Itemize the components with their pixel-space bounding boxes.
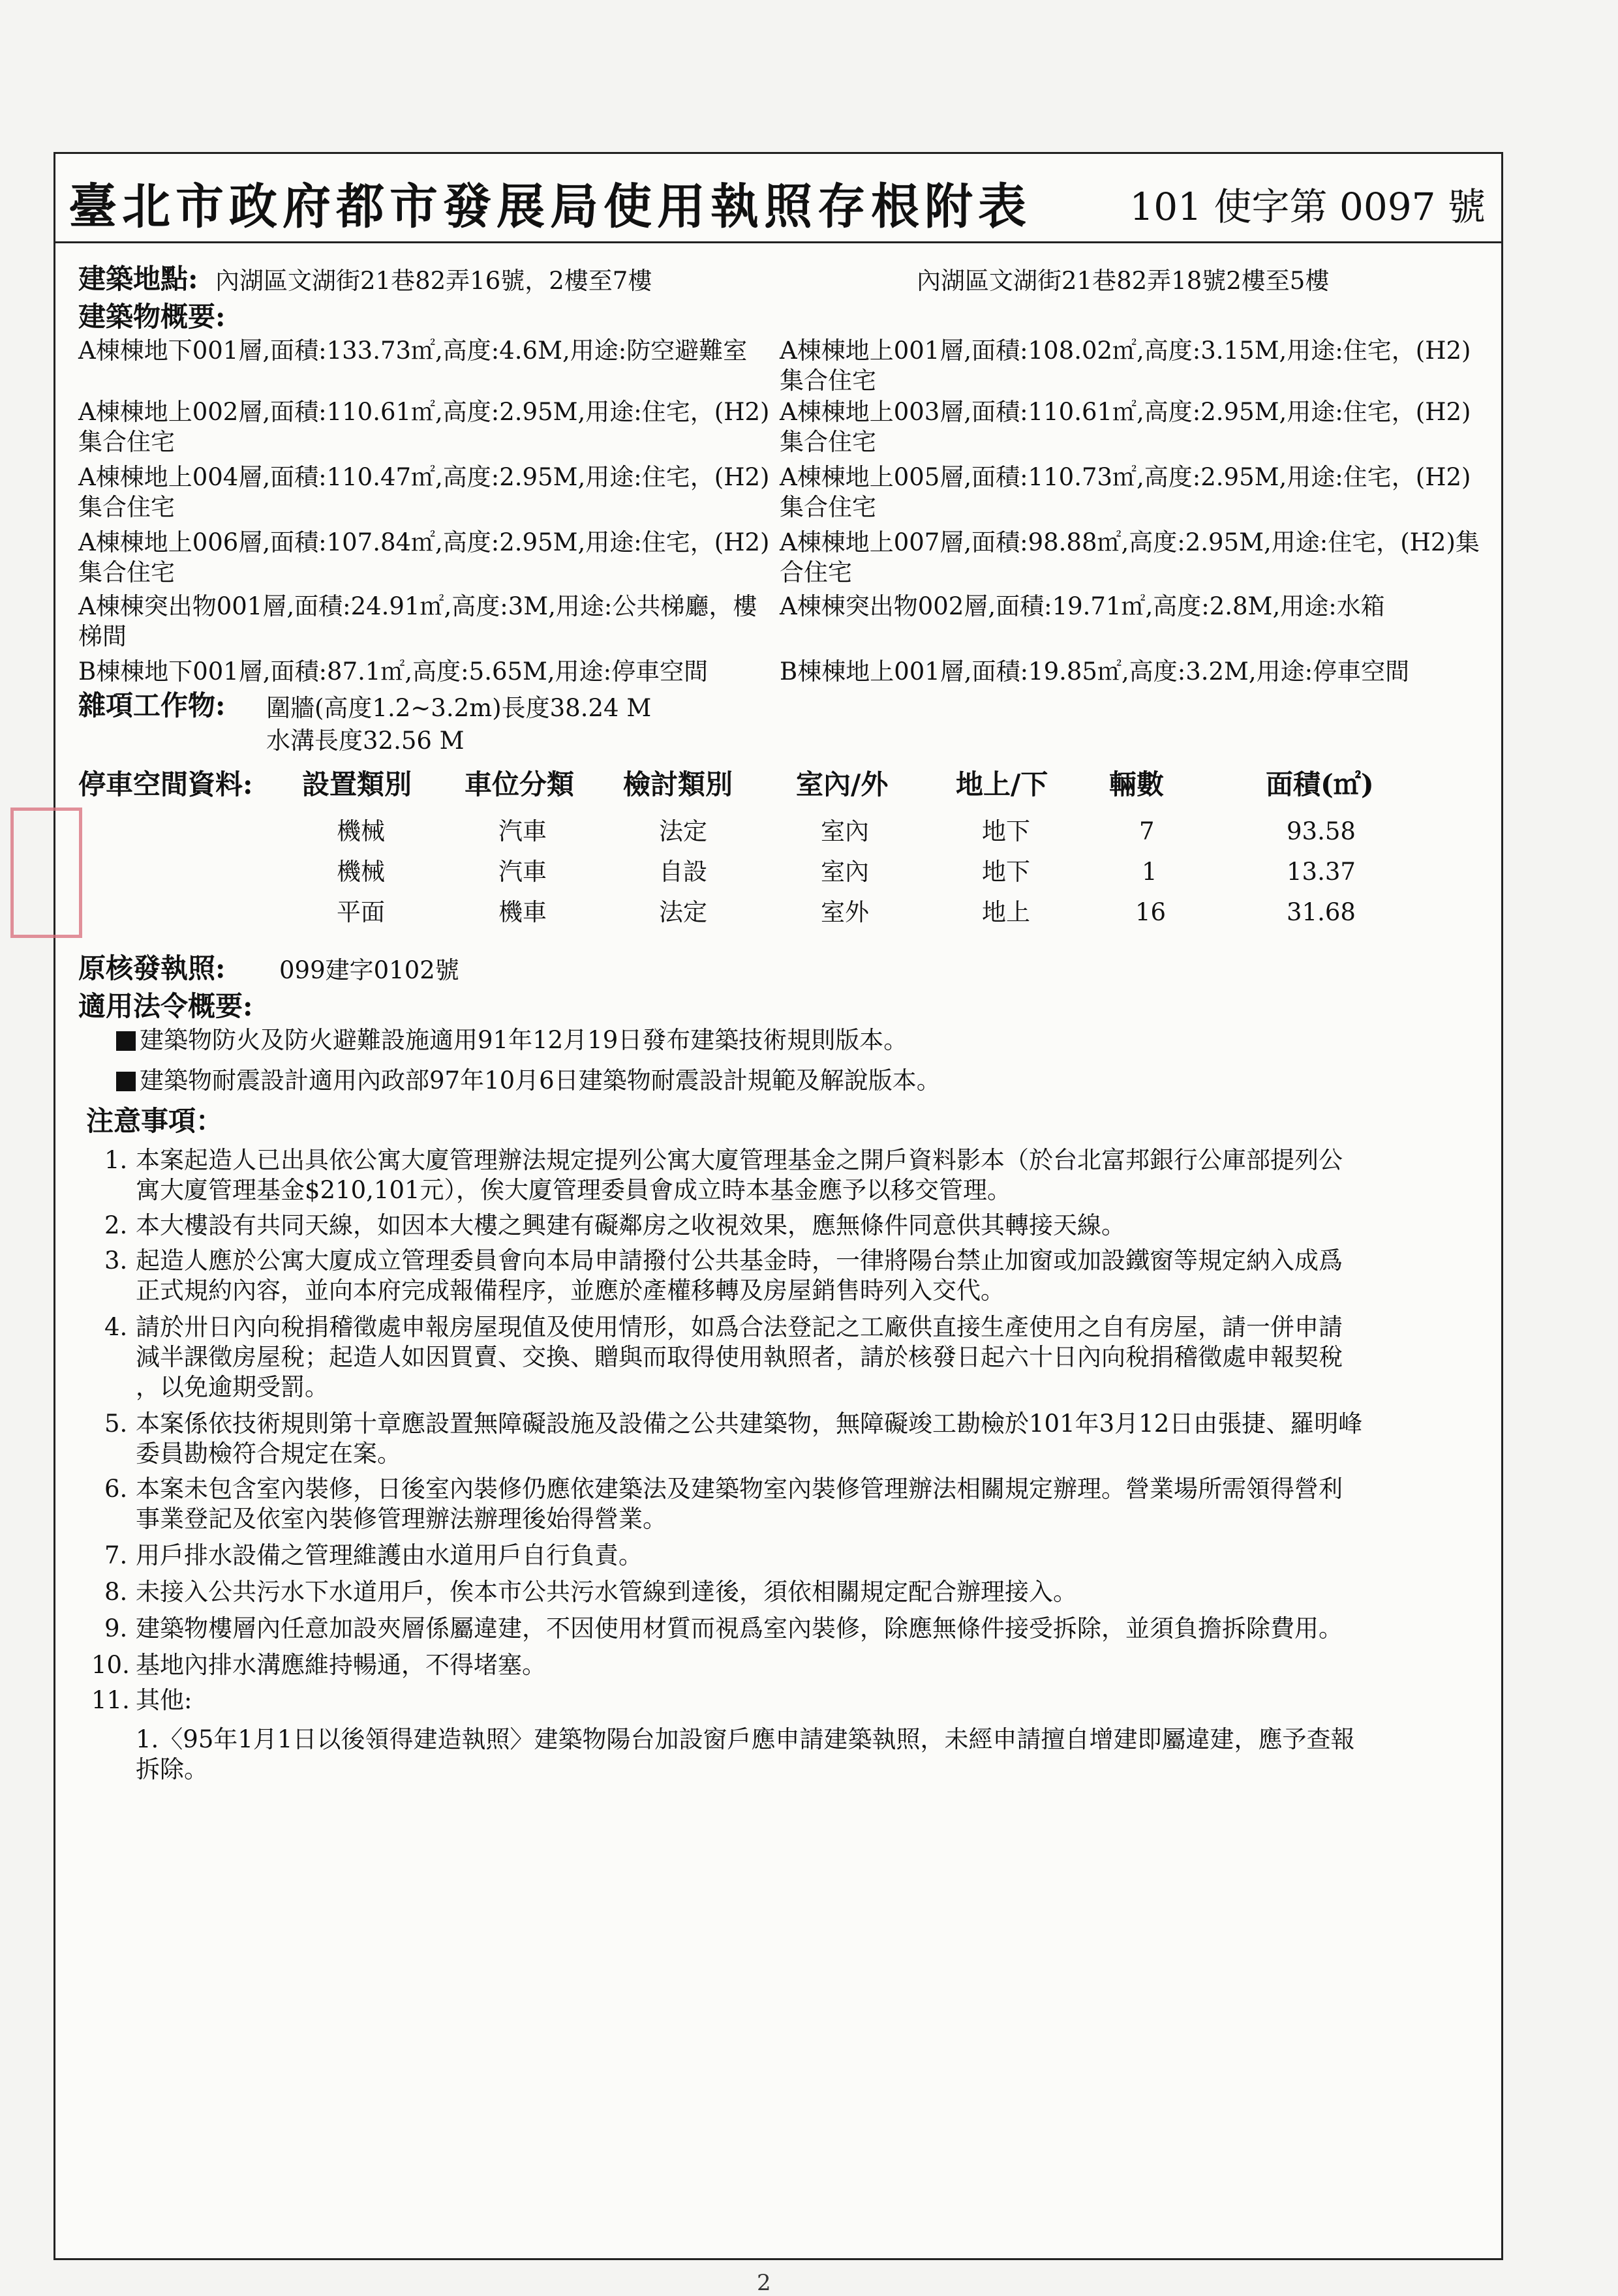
- overview-line: A棟棟地上003層,面積:110.61㎡,高度:2.95M,用途:住宅，(H2): [780, 398, 1471, 426]
- overview-line: A棟棟地下001層,面積:133.73㎡,高度:4.6M,用途:防空避難室: [78, 337, 748, 365]
- original-permit-label: 原核發執照:: [78, 952, 226, 984]
- overview-line: A棟棟地上006層,面積:107.84㎡,高度:2.95M,用途:住宅，(H2): [78, 528, 770, 556]
- note-text: 基地內排水溝應維持暢通，不得堵塞。: [136, 1651, 546, 1679]
- parking-header: 車位分類: [465, 768, 575, 800]
- parking-cell: 法定: [659, 817, 707, 845]
- note-text: 正式規約內容，並向本府完成報備程序，並應於產權移轉及房屋銷售時列入交代。: [136, 1276, 1005, 1305]
- note-text: ，以免逾期受罰。: [136, 1373, 329, 1401]
- parking-header: 面積(㎡): [1266, 768, 1374, 800]
- note-text: 本大樓設有共同天線，如因本大樓之興建有礙鄰房之收視效果，應無條件同意供其轉接天線。: [136, 1211, 1125, 1239]
- note-text: 委員勘檢符合規定在案。: [136, 1440, 401, 1468]
- overview-line: 集合住宅: [780, 428, 876, 456]
- note-text: 本案起造人已出具依公寓大廈管理辦法規定提列公寓大廈管理基金之開戶資料影本（於台北富邦銀行公庫部提列公: [136, 1146, 1343, 1174]
- overview-line: A棟棟突出物001層,面積:24.91㎡,高度:3M,用途:公共梯廳，樓: [78, 592, 757, 620]
- parking-cell: 機械: [337, 858, 385, 886]
- overview-line: 集合住宅: [78, 493, 175, 521]
- parking-cell: 室內: [821, 817, 869, 845]
- overview-label: 建築物概要:: [78, 301, 226, 333]
- parking-header: 設置類別: [302, 768, 412, 800]
- note-text: 請於卅日內向稅捐稽徵處申報房屋現值及使用情形，如爲合法登記之工廠供直接生產使用之自有房屋，請一併申請: [136, 1313, 1343, 1341]
- notes-label: 注意事項：: [86, 1105, 224, 1137]
- overview-line: A棟棟地上004層,面積:110.47㎡,高度:2.95M,用途:住宅，(H2): [78, 463, 770, 491]
- note-subitem: 1.〈95年1月1日以後領得建造執照〉建築物陽台加設窗戶應申請建築執照，未經申請擅自增建即屬違建，應予查報: [136, 1725, 1355, 1753]
- note-number: 10.: [91, 1651, 130, 1679]
- overview-line: B棟棟地上001層,面積:19.85㎡,高度:3.2M,用途:停車空間: [780, 657, 1410, 686]
- misc-line-2: 水溝長度32.56 M: [266, 727, 465, 755]
- original-permit-value: 099建字0102號: [279, 956, 459, 984]
- parking-cell: 室內: [821, 858, 869, 886]
- parking-cell: 機車: [498, 898, 547, 926]
- parking-cell: 地下: [982, 858, 1030, 886]
- note-text: 減半課徵房屋稅；起造人如因買賣、交換、贈與而取得使用執照者，請於核發日起六十日內向稅捐稽徵處申報契稅: [136, 1343, 1343, 1371]
- parking-cell: 16: [1135, 898, 1167, 926]
- parking-cell: 1: [1142, 858, 1157, 886]
- parking-cell: 平面: [337, 898, 385, 926]
- note-text: 事業登記及依室內裝修管理辦法辦理後始得營業。: [136, 1505, 667, 1533]
- parking-cell: 7: [1139, 817, 1155, 845]
- overview-line: A棟棟地上007層,面積:98.88㎡,高度:2.95M,用途:住宅，(H2)集: [780, 528, 1480, 556]
- page-number: 2: [757, 2270, 771, 2296]
- note-number: 5.: [104, 1410, 128, 1438]
- parking-header: 地上/下: [956, 768, 1048, 800]
- note-text: 用戶排水設備之管理維護由水道用戶自行負責。: [136, 1541, 643, 1569]
- parking-cell: 機械: [337, 817, 385, 845]
- note-number: 11.: [91, 1686, 130, 1714]
- note-number: 4.: [104, 1313, 128, 1341]
- note-subitem: 拆除。: [136, 1755, 208, 1783]
- note-text: 建築物樓層內任意加設夾層係屬違建，不因使用材質而視爲室內裝修，除應無條件接受拆除，並須負擔拆除費用。: [136, 1614, 1343, 1642]
- location-value-1: 內湖區文湖街21巷82弄16號，2樓至7樓: [215, 267, 652, 295]
- parking-header: 室內/外: [796, 768, 889, 800]
- overview-line: 集合住宅: [780, 493, 876, 521]
- parking-cell: 93.58: [1287, 817, 1356, 845]
- bullet-square-icon: [116, 1072, 136, 1091]
- overview-line: 集合住宅: [780, 367, 876, 395]
- page-title: 臺北市政府都市發展局使用執照存根附表: [69, 179, 1031, 235]
- location-value-2: 內湖區文湖街21巷82弄18號2樓至5樓: [917, 267, 1330, 295]
- overview-line: 合住宅: [780, 558, 852, 586]
- parking-cell: 31.68: [1287, 898, 1356, 926]
- overview-line: 梯間: [78, 622, 127, 650]
- parking-cell: 自設: [659, 858, 707, 886]
- note-text: 寓大廈管理基金$210,101元），俟大廈管理委員會成立時本基金應予以移交管理。: [136, 1176, 1012, 1204]
- parking-cell: 地下: [982, 817, 1030, 845]
- note-text: 本案未包含室內裝修，日後室內裝修仍應依建築法及建築物室內裝修管理辦法相關規定辦理。營業場所需領得營利: [136, 1475, 1343, 1503]
- note-number: 3.: [104, 1246, 128, 1275]
- misc-line-1: 圍牆(高度1.2~3.2m)長度38.24 M: [266, 694, 652, 722]
- overview-line: B棟棟地下001層,面積:87.1㎡,高度:5.65M,用途:停車空間: [78, 657, 709, 686]
- note-text: 起造人應於公寓大廈成立管理委員會向本局申請撥付公共基金時，一律將陽台禁止加窗或加設鐵窗等規定納入成爲: [136, 1246, 1343, 1275]
- permit-number: 101 使字第 0097 號: [1129, 185, 1486, 229]
- laws-label: 適用法令概要:: [78, 990, 253, 1022]
- note-number: 6.: [104, 1475, 128, 1503]
- note-number: 9.: [104, 1614, 128, 1642]
- law-item: 建築物防火及防火避難設施適用91年12月19日發布建築技術規則版本。: [116, 1025, 908, 1055]
- parking-cell: 地上: [982, 898, 1030, 926]
- overview-line: 集合住宅: [78, 428, 175, 456]
- note-number: 8.: [104, 1578, 128, 1606]
- overview-line: A棟棟地上005層,面積:110.73㎡,高度:2.95M,用途:住宅，(H2): [780, 463, 1471, 491]
- bullet-square-icon: [116, 1031, 136, 1051]
- location-label: 建築地點:: [78, 263, 198, 295]
- note-number: 7.: [104, 1541, 128, 1569]
- title-row: [55, 154, 1501, 243]
- parking-label: 停車空間資料:: [78, 768, 253, 800]
- overview-line: A棟棟地上001層,面積:108.02㎡,高度:3.15M,用途:住宅，(H2): [780, 337, 1471, 365]
- parking-cell: 汽車: [498, 817, 547, 845]
- parking-cell: 13.37: [1287, 858, 1356, 886]
- parking-header: 輛數: [1109, 768, 1165, 800]
- note-number: 1.: [104, 1146, 128, 1174]
- note-text: 本案係依技術規則第十章應設置無障礙設施及設備之公共建築物，無障礙竣工勘檢於101年3月12日由張捷、羅明峰: [136, 1410, 1363, 1438]
- parking-header: 檢討類別: [623, 768, 733, 800]
- red-stamp: [10, 808, 82, 938]
- note-text: 其他:: [136, 1686, 192, 1714]
- parking-cell: 室外: [821, 898, 869, 926]
- misc-label: 雜項工作物:: [78, 689, 226, 721]
- note-number: 2.: [104, 1211, 128, 1239]
- overview-line: A棟棟地上002層,面積:110.61㎡,高度:2.95M,用途:住宅，(H2): [78, 398, 770, 426]
- overview-line: A棟棟突出物002層,面積:19.71㎡,高度:2.8M,用途:水箱: [780, 592, 1385, 620]
- law-item: 建築物耐震設計適用內政部97年10月6日建築物耐震設計規範及解說版本。: [116, 1066, 941, 1096]
- parking-cell: 法定: [659, 898, 707, 926]
- note-text: 未接入公共污水下水道用戶，俟本市公共污水管線到達後，須依相關規定配合辦理接入。: [136, 1578, 1077, 1606]
- overview-line: 集合住宅: [78, 558, 175, 586]
- parking-cell: 汽車: [498, 858, 547, 886]
